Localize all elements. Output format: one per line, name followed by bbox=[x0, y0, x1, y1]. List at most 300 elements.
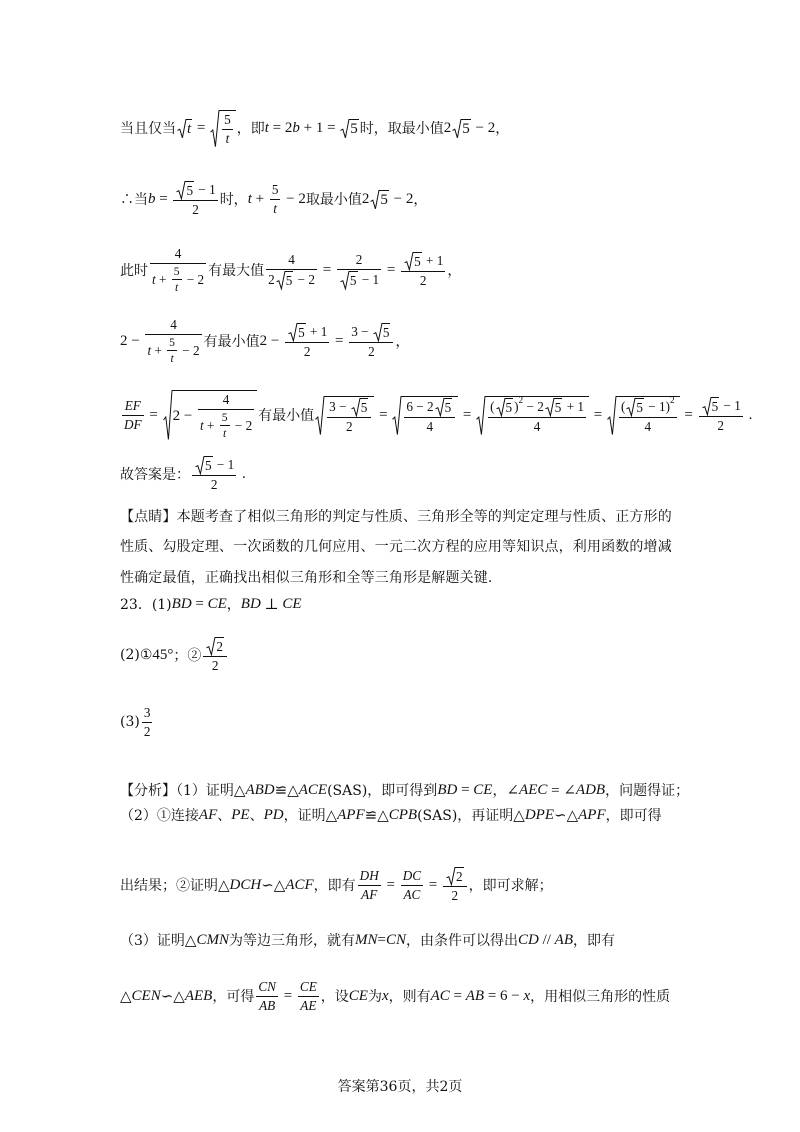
math-symbol: = bbox=[459, 406, 476, 423]
math-variable: CPB bbox=[388, 806, 418, 823]
math-variable: MN bbox=[354, 931, 378, 948]
radicand bbox=[616, 396, 680, 435]
fraction-numerator bbox=[488, 394, 586, 418]
text-run: （2）①连接 bbox=[120, 808, 199, 824]
math-symbol: 5 bbox=[382, 324, 390, 340]
text-run: 性确定最值，正确找出相似三角形和全等三角形是解题关键. bbox=[120, 570, 493, 586]
text-run: 取最小值 bbox=[305, 192, 362, 208]
math-symbol: ∽△ bbox=[160, 988, 185, 1005]
fraction bbox=[145, 317, 201, 365]
radicand bbox=[297, 323, 306, 341]
square-root bbox=[607, 396, 680, 435]
math-symbol: = bbox=[383, 261, 400, 278]
square-root bbox=[177, 119, 192, 138]
fraction-numerator bbox=[349, 323, 393, 343]
math-symbol: 5 bbox=[462, 120, 470, 137]
math-symbol: = bbox=[155, 190, 172, 207]
math-symbol: + bbox=[151, 342, 166, 358]
fraction bbox=[270, 182, 281, 217]
math-symbol: + 1 bbox=[563, 398, 585, 414]
text-run: 、 bbox=[249, 808, 264, 824]
fraction-numerator bbox=[401, 868, 423, 886]
fraction bbox=[167, 336, 177, 365]
math-variable: t bbox=[273, 200, 277, 216]
text-run: ，证明 bbox=[283, 808, 326, 824]
fraction-numerator bbox=[401, 252, 445, 272]
fraction-numerator bbox=[266, 252, 317, 270]
fraction bbox=[256, 979, 278, 1014]
fraction-denominator bbox=[270, 200, 281, 217]
math-symbol: − 2 bbox=[389, 190, 414, 207]
text-run: 【点睛】本题考查了相似三角形的判定与性质、三角形全等的判定定理与性质、正方形的 bbox=[120, 509, 672, 525]
radicand bbox=[185, 181, 194, 199]
math-symbol: 5 bbox=[350, 120, 358, 137]
radicand bbox=[711, 397, 720, 415]
fraction-denominator bbox=[401, 272, 445, 289]
fraction-denominator bbox=[404, 418, 455, 435]
square-root bbox=[446, 867, 464, 885]
math-symbol: 2 bbox=[518, 394, 524, 405]
fraction bbox=[298, 979, 319, 1014]
math-symbol: + bbox=[251, 190, 268, 207]
square-root bbox=[340, 271, 358, 289]
math-symbol: △ bbox=[218, 877, 230, 894]
math-symbol: 4 bbox=[644, 418, 652, 434]
math-variable: AC bbox=[430, 987, 450, 1004]
fraction bbox=[203, 637, 227, 674]
fraction-numerator bbox=[172, 265, 182, 280]
square-root bbox=[392, 396, 458, 435]
math-symbol: 5 bbox=[271, 181, 279, 197]
square-root bbox=[404, 252, 422, 270]
math-symbol: − 1 bbox=[213, 456, 235, 472]
math-variable: t bbox=[174, 281, 179, 294]
fraction-denominator bbox=[220, 426, 230, 440]
math-variable: EF bbox=[124, 397, 141, 413]
text-run: (SAS)，再证明 bbox=[417, 808, 514, 824]
math-symbol: − 2 bbox=[294, 271, 315, 287]
math-variable: ACF bbox=[285, 876, 314, 893]
math-symbol: − 1) bbox=[644, 398, 671, 414]
fraction-numerator bbox=[192, 456, 236, 476]
math-variable: t bbox=[223, 427, 227, 440]
text-run: （3）证明 bbox=[120, 933, 185, 949]
math-symbol: ( bbox=[490, 398, 495, 414]
math-symbol: 4 bbox=[533, 418, 541, 434]
fraction-denominator bbox=[203, 657, 227, 674]
math-symbol: 2 − bbox=[172, 407, 197, 424]
radical-sign-icon bbox=[206, 637, 215, 655]
math-variable: CE bbox=[207, 595, 227, 612]
fraction-numerator bbox=[142, 705, 153, 723]
math-symbol: 2 bbox=[303, 343, 311, 359]
math-symbol: 5 bbox=[285, 272, 293, 288]
math-symbol: 4 bbox=[288, 251, 295, 267]
math-symbol: 5 bbox=[173, 265, 180, 278]
fraction-denominator bbox=[192, 476, 236, 493]
math-symbol: △ bbox=[120, 988, 132, 1005]
fraction-numerator bbox=[358, 868, 381, 886]
fraction-numerator bbox=[298, 979, 319, 997]
square-root bbox=[476, 396, 589, 435]
math-symbol: 2 bbox=[361, 190, 370, 207]
math-symbol: + 1 = bbox=[299, 119, 340, 136]
math-variable: CN bbox=[385, 931, 406, 948]
math-variable: t bbox=[147, 342, 152, 358]
math-variable: AEB bbox=[184, 987, 213, 1004]
math-symbol: = 6 − bbox=[484, 987, 524, 1004]
fraction-numerator bbox=[122, 398, 144, 416]
math-symbol: 5 bbox=[505, 399, 513, 415]
square-root bbox=[435, 398, 453, 416]
math-symbol: − 1 bbox=[720, 397, 741, 413]
math-symbol: + 1 bbox=[306, 323, 328, 339]
math-symbol: ∠ bbox=[506, 782, 520, 799]
math-variable: APF bbox=[578, 806, 606, 823]
square-root bbox=[496, 398, 514, 416]
math-symbol: 2 bbox=[192, 201, 199, 217]
math-symbol: ⊥ bbox=[260, 596, 283, 613]
math-variable: DF bbox=[124, 416, 142, 432]
math-variable: CMN bbox=[196, 931, 229, 948]
fraction-denominator bbox=[298, 997, 319, 1014]
math-symbol: 3 bbox=[143, 704, 151, 720]
math-variable: CD bbox=[517, 931, 539, 948]
math-variable: DPE bbox=[524, 806, 555, 823]
text-run: ，即可得 bbox=[605, 808, 662, 824]
math-symbol: − 1 bbox=[358, 271, 380, 287]
radicand bbox=[172, 390, 258, 440]
radical-sign-icon bbox=[276, 271, 285, 289]
fraction bbox=[327, 398, 371, 435]
fraction-numerator bbox=[220, 411, 230, 426]
radicand bbox=[413, 252, 422, 270]
radical-sign-icon bbox=[626, 398, 635, 416]
math-symbol: ∽△ bbox=[261, 877, 286, 894]
text-run: 时，取最小值 bbox=[359, 121, 444, 137]
text-run: ， bbox=[395, 334, 410, 350]
fraction bbox=[401, 868, 423, 903]
square-root bbox=[702, 397, 720, 415]
text-run: ， bbox=[495, 121, 510, 137]
math-variable: BD bbox=[171, 595, 192, 612]
superscript bbox=[670, 395, 675, 405]
fraction bbox=[404, 398, 455, 435]
fraction bbox=[173, 181, 217, 218]
square-root bbox=[370, 190, 389, 209]
math-symbol: ≌△ bbox=[274, 782, 299, 799]
math-symbol: 2 bbox=[419, 272, 427, 288]
fraction-denominator bbox=[488, 418, 586, 435]
fraction-denominator bbox=[172, 280, 182, 294]
fraction-numerator bbox=[145, 317, 201, 335]
radicand bbox=[360, 398, 369, 416]
fraction bbox=[172, 265, 182, 294]
fraction-numerator bbox=[203, 637, 227, 657]
square-root bbox=[373, 323, 391, 341]
fraction bbox=[192, 456, 236, 493]
text-run: 【分析】（1）证明 bbox=[120, 783, 234, 799]
math-symbol: 5 bbox=[360, 399, 368, 415]
text-run: ，即可求解； bbox=[468, 878, 553, 894]
radical-sign-icon bbox=[545, 398, 554, 416]
fraction-denominator bbox=[150, 264, 206, 294]
radicand bbox=[444, 398, 453, 416]
fraction-numerator bbox=[173, 181, 217, 201]
math-symbol: △ bbox=[233, 782, 246, 799]
radical-sign-icon bbox=[177, 119, 186, 138]
math-variable: DCH bbox=[229, 876, 262, 893]
math-variable: BD bbox=[437, 781, 458, 798]
math-variable: AF bbox=[361, 886, 378, 902]
math-symbol: = bbox=[457, 781, 474, 798]
text-run: ，设 bbox=[320, 989, 349, 1005]
math-symbol: 4 bbox=[170, 317, 177, 332]
math-variable: t bbox=[200, 417, 204, 433]
math-symbol: 5 bbox=[554, 399, 562, 415]
math-variable: b bbox=[292, 119, 300, 136]
fraction-denominator bbox=[358, 886, 381, 903]
math-symbol: = bbox=[382, 876, 399, 893]
math-symbol: 2 bbox=[268, 271, 275, 287]
fraction bbox=[222, 112, 233, 147]
radicand bbox=[505, 398, 514, 416]
radical-sign-icon bbox=[288, 323, 297, 341]
math-variable: APF bbox=[337, 806, 365, 823]
text-run: (SAS)，即可得到 bbox=[327, 783, 438, 799]
radicand bbox=[349, 271, 358, 289]
text-run: (2)① bbox=[120, 647, 153, 663]
radical-sign-icon bbox=[373, 323, 382, 341]
fraction-denominator bbox=[327, 418, 371, 435]
fraction-denominator bbox=[401, 886, 423, 903]
square-root bbox=[626, 398, 644, 416]
fraction-numerator bbox=[222, 112, 233, 130]
fraction-numerator bbox=[256, 979, 278, 997]
fraction-numerator bbox=[327, 398, 371, 418]
square-root bbox=[210, 110, 236, 147]
fraction-numerator bbox=[167, 336, 177, 351]
math-symbol: 5 bbox=[636, 399, 643, 415]
math-symbol: − 2 bbox=[183, 271, 205, 287]
math-symbol: − 2 bbox=[231, 417, 253, 433]
math-symbol: − 2 bbox=[471, 119, 496, 136]
fraction bbox=[401, 252, 445, 289]
radicand bbox=[349, 119, 359, 138]
math-symbol: 2 bbox=[143, 723, 151, 739]
math-variable: AB bbox=[259, 997, 276, 1013]
text-run: ，则有 bbox=[388, 989, 431, 1005]
square-root bbox=[340, 119, 359, 138]
fraction-numerator bbox=[619, 394, 677, 418]
fraction-numerator bbox=[404, 398, 455, 418]
fraction-denominator bbox=[699, 417, 743, 434]
math-symbol: 2 bbox=[216, 638, 223, 654]
fraction bbox=[150, 246, 206, 294]
text-run: 23．(1) bbox=[120, 597, 172, 613]
fraction bbox=[619, 394, 677, 435]
math-symbol: 5 bbox=[221, 411, 228, 424]
radicand bbox=[554, 398, 563, 416]
square-root bbox=[195, 456, 213, 474]
math-variable: AB bbox=[465, 987, 485, 1004]
math-symbol: + bbox=[203, 417, 218, 433]
math-symbol: 5 bbox=[349, 272, 357, 288]
fraction bbox=[220, 411, 230, 440]
text-run: 当且仅当 bbox=[120, 121, 176, 137]
math-symbol: △ bbox=[325, 807, 338, 824]
radical-sign-icon bbox=[176, 181, 185, 199]
math-symbol: 45° bbox=[152, 646, 174, 663]
math-symbol: 3 − bbox=[351, 323, 372, 339]
math-symbol: ) bbox=[514, 398, 519, 414]
radical-sign-icon bbox=[702, 397, 711, 415]
math-variable: AB bbox=[554, 931, 573, 948]
fraction bbox=[285, 323, 329, 360]
math-symbol: 5 bbox=[205, 457, 212, 473]
math-variable: ABD bbox=[245, 781, 275, 798]
math-symbol: − 2 bbox=[523, 398, 544, 414]
math-symbol: 5 bbox=[224, 111, 231, 127]
math-symbol: 2 bbox=[368, 343, 375, 359]
radicand bbox=[219, 110, 236, 147]
math-symbol: = bbox=[193, 119, 210, 136]
text-run: ， bbox=[492, 783, 507, 799]
math-symbol: = 2 bbox=[268, 119, 293, 136]
math-variable: t bbox=[264, 119, 269, 136]
fraction-numerator bbox=[285, 323, 329, 343]
square-root bbox=[351, 398, 369, 416]
text-run: ， bbox=[413, 192, 428, 208]
math-symbol: 2 bbox=[345, 418, 353, 434]
fraction-denominator bbox=[142, 723, 153, 740]
math-symbol: 4 bbox=[426, 418, 434, 434]
math-symbol: . bbox=[238, 465, 246, 482]
math-symbol: = bbox=[449, 987, 466, 1004]
fraction-denominator bbox=[167, 351, 177, 365]
math-variable: PD bbox=[263, 806, 284, 823]
radicand bbox=[285, 271, 294, 289]
math-symbol: = bbox=[331, 332, 348, 349]
math-symbol: 5 bbox=[444, 399, 452, 415]
fraction-denominator bbox=[198, 410, 254, 440]
fraction-denominator bbox=[285, 343, 329, 360]
math-symbol: △ bbox=[513, 807, 525, 824]
radical-sign-icon bbox=[392, 396, 401, 435]
math-symbol: 2 − bbox=[259, 332, 284, 349]
text-run: ，由条件可以得出 bbox=[405, 933, 518, 949]
math-variable: t bbox=[247, 190, 252, 207]
fraction bbox=[266, 252, 317, 289]
math-variable: CE bbox=[282, 595, 302, 612]
fraction-denominator bbox=[122, 416, 144, 433]
math-symbol: 5 bbox=[298, 324, 305, 340]
math-symbol: = bbox=[191, 595, 208, 612]
math-symbol: // bbox=[538, 931, 555, 948]
math-variable: t bbox=[225, 130, 230, 146]
math-symbol: 4 bbox=[174, 246, 182, 261]
fraction-numerator bbox=[337, 252, 381, 270]
math-symbol: 2 bbox=[451, 887, 459, 903]
math-symbol: 2 bbox=[717, 417, 725, 433]
square-root bbox=[288, 323, 306, 341]
radical-sign-icon bbox=[340, 271, 349, 289]
math-symbol: − 2 bbox=[282, 190, 306, 207]
fraction-denominator bbox=[256, 997, 278, 1014]
math-symbol: 6 − 2 bbox=[406, 398, 434, 414]
radicand bbox=[485, 396, 589, 435]
radical-sign-icon bbox=[351, 398, 360, 416]
text-run: 性质、勾股定理、一次函数的几何应用、一元二次方程的应用等知识点，利用函数的增减 bbox=[120, 539, 672, 555]
math-symbol: 5 bbox=[186, 182, 194, 198]
radicand bbox=[461, 119, 471, 138]
radicand bbox=[379, 190, 389, 209]
math-symbol: − 1 bbox=[195, 181, 216, 197]
math-symbol: 3 − bbox=[329, 398, 350, 414]
text-run: ，问题得证； bbox=[605, 783, 690, 799]
math-symbol: 4 bbox=[222, 392, 230, 407]
math-variable: x bbox=[381, 987, 389, 1004]
math-symbol: − 2 bbox=[178, 342, 200, 358]
fraction-denominator bbox=[619, 418, 677, 435]
square-root bbox=[315, 396, 374, 435]
text-run: 有最大值 bbox=[208, 263, 265, 279]
math-symbol: 2 bbox=[355, 251, 363, 267]
math-symbol: 2 bbox=[670, 394, 675, 405]
fraction-denominator bbox=[173, 201, 217, 218]
radical-sign-icon bbox=[163, 390, 172, 440]
math-symbol: 2 bbox=[211, 657, 219, 673]
text-run: 此时 bbox=[120, 263, 148, 279]
math-variable: DH bbox=[359, 867, 379, 883]
fraction bbox=[349, 323, 393, 360]
text-run: 为 bbox=[367, 989, 382, 1005]
math-variable: CE bbox=[299, 978, 317, 994]
math-variable: AE bbox=[300, 997, 317, 1013]
radical-sign-icon bbox=[210, 110, 219, 147]
fraction-denominator bbox=[443, 887, 467, 904]
math-symbol: = bbox=[425, 876, 441, 893]
math-symbol: ∽△ bbox=[554, 807, 579, 824]
fraction-denominator bbox=[337, 270, 381, 289]
fraction-numerator bbox=[198, 392, 254, 410]
text-run: ，即 bbox=[236, 121, 265, 137]
radical-sign-icon bbox=[340, 119, 349, 138]
math-variable: AF bbox=[198, 806, 218, 823]
radical-sign-icon bbox=[496, 398, 505, 416]
math-variable: CN bbox=[258, 978, 276, 994]
fraction-denominator bbox=[145, 335, 201, 365]
text-run: ，即有 bbox=[572, 933, 615, 949]
math-variable: b bbox=[148, 190, 156, 207]
math-symbol: 2 bbox=[210, 476, 218, 492]
square-root bbox=[176, 181, 194, 199]
math-variable: t bbox=[170, 352, 174, 365]
square-root bbox=[276, 271, 294, 289]
math-symbol: = bbox=[590, 406, 606, 423]
square-root bbox=[206, 637, 224, 655]
square-root bbox=[163, 390, 258, 440]
math-symbol: ( bbox=[620, 398, 626, 414]
math-variable: ADB bbox=[575, 781, 606, 798]
math-variable: t bbox=[187, 120, 192, 137]
fraction-numerator bbox=[270, 182, 281, 200]
text-run: ，可得 bbox=[212, 989, 255, 1005]
math-variable: CEN bbox=[131, 987, 161, 1004]
math-symbol: 5 bbox=[380, 191, 388, 208]
text-run: ，即有 bbox=[313, 878, 356, 894]
math-symbol: 5 bbox=[414, 253, 421, 269]
